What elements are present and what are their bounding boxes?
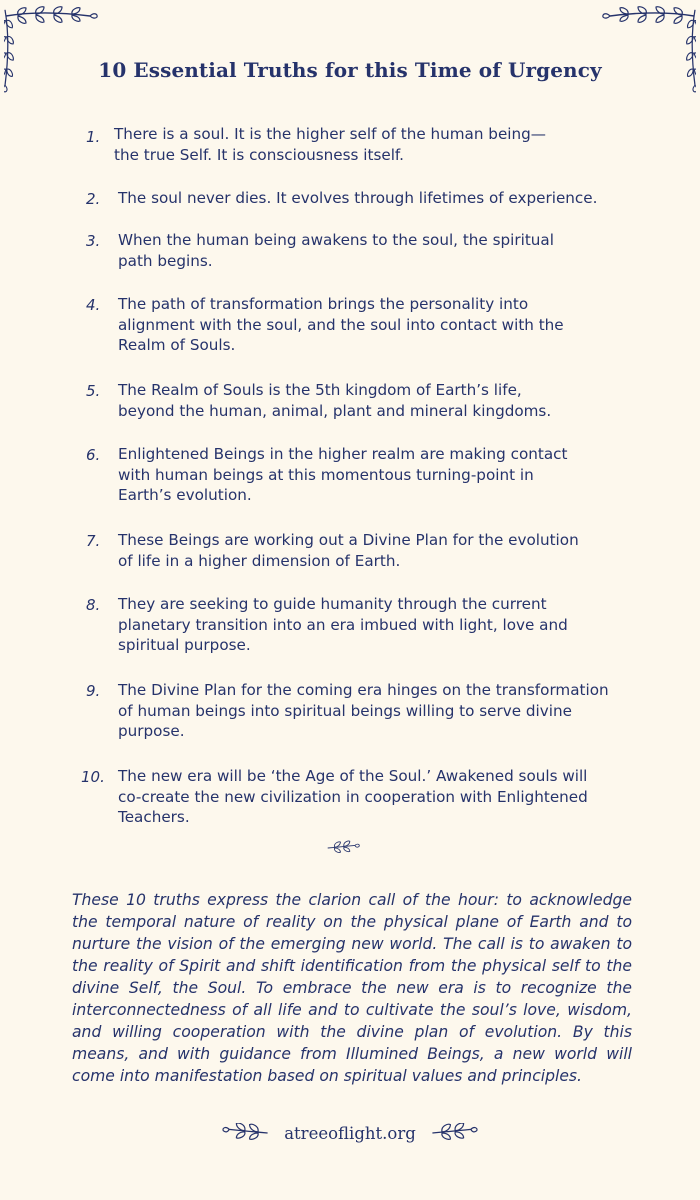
item-number: 9. [86,682,101,700]
item-number: 4. [86,296,101,314]
item-text: The soul never dies. It evolves through lifetimes of experience. [118,189,598,207]
item-text: They are seeking to guide humanity through the current planetary transition into an era imbued with light, love and spiritual purpose. [118,595,568,654]
leaf-sprig-icon [326,840,360,856]
item-text: The path of transformation brings the personality into alignment with the soul, and the soul into contact with the Realm of Souls. [118,295,564,354]
item-text: The Divine Plan for the coming era hinges on the transformation of human beings into spiritual beings willing to serve divine purpose. [118,681,609,740]
item-number: 1. [86,128,101,146]
item-text: The new era will be ‘the Age of the Soul.’ Awakened souls will co-create the new civilization in cooperation with Enlightened Teachers. [118,767,588,826]
item-number: 10. [81,768,105,786]
divider-ornament [326,840,360,860]
corner-ornament-top-right [600,6,696,96]
item-text: The Realm of Souls is the 5th kingdom of Earth’s life, beyond the human, animal, plant and mineral kingdoms. [118,381,552,420]
item-number: 5. [86,382,101,400]
leaf-branch-icon [600,6,696,96]
leaf-sprig-icon [430,1123,478,1143]
item-number: 3. [86,232,101,250]
item-text: When the human being awakens to the soul, the spiritual path begins. [118,231,554,270]
corner-ornament-top-left [4,6,100,96]
item-number: 2. [86,190,101,208]
item-number: 7. [86,532,101,550]
page-title: 10 Essential Truths for this Time of Urgency [98,58,602,82]
leaf-branch-icon [4,6,100,96]
closing-paragraph: These 10 truths express the clarion call of the hour: to acknowledge the temporal nature of reality on the physical plane of Earth and to nurture the vision of the emerging new world. The call is to awaken to the reality of Spirit and shift identification from the physical self to the divine Self, the Soul. To embrace the new era is to recognize the interconnectedness of all life and to cultivate the soul’s love, wisdom, and willing cooperation with the divine plan of evolution. By this means, and with guidance from Illumined Beings, a new world will come into manifestation based on spiritual values and principles. [72,891,632,1085]
item-number: 6. [86,446,101,464]
website-link[interactable]: atreeoflight.org [284,1123,416,1143]
item-number: 8. [86,596,101,614]
leaf-sprig-icon [222,1123,270,1143]
item-text: Enlightened Beings in the higher realm are making contact with human beings at this momentous turning-point in Earth’s evolution. [118,445,568,504]
item-text: These Beings are working out a Divine Plan for the evolution of life in a higher dimension of Earth. [118,531,579,570]
item-text: There is a soul. It is the higher self of the human being— the true Self. It is consciousness itself. [114,125,546,164]
footer [0,1118,700,1148]
